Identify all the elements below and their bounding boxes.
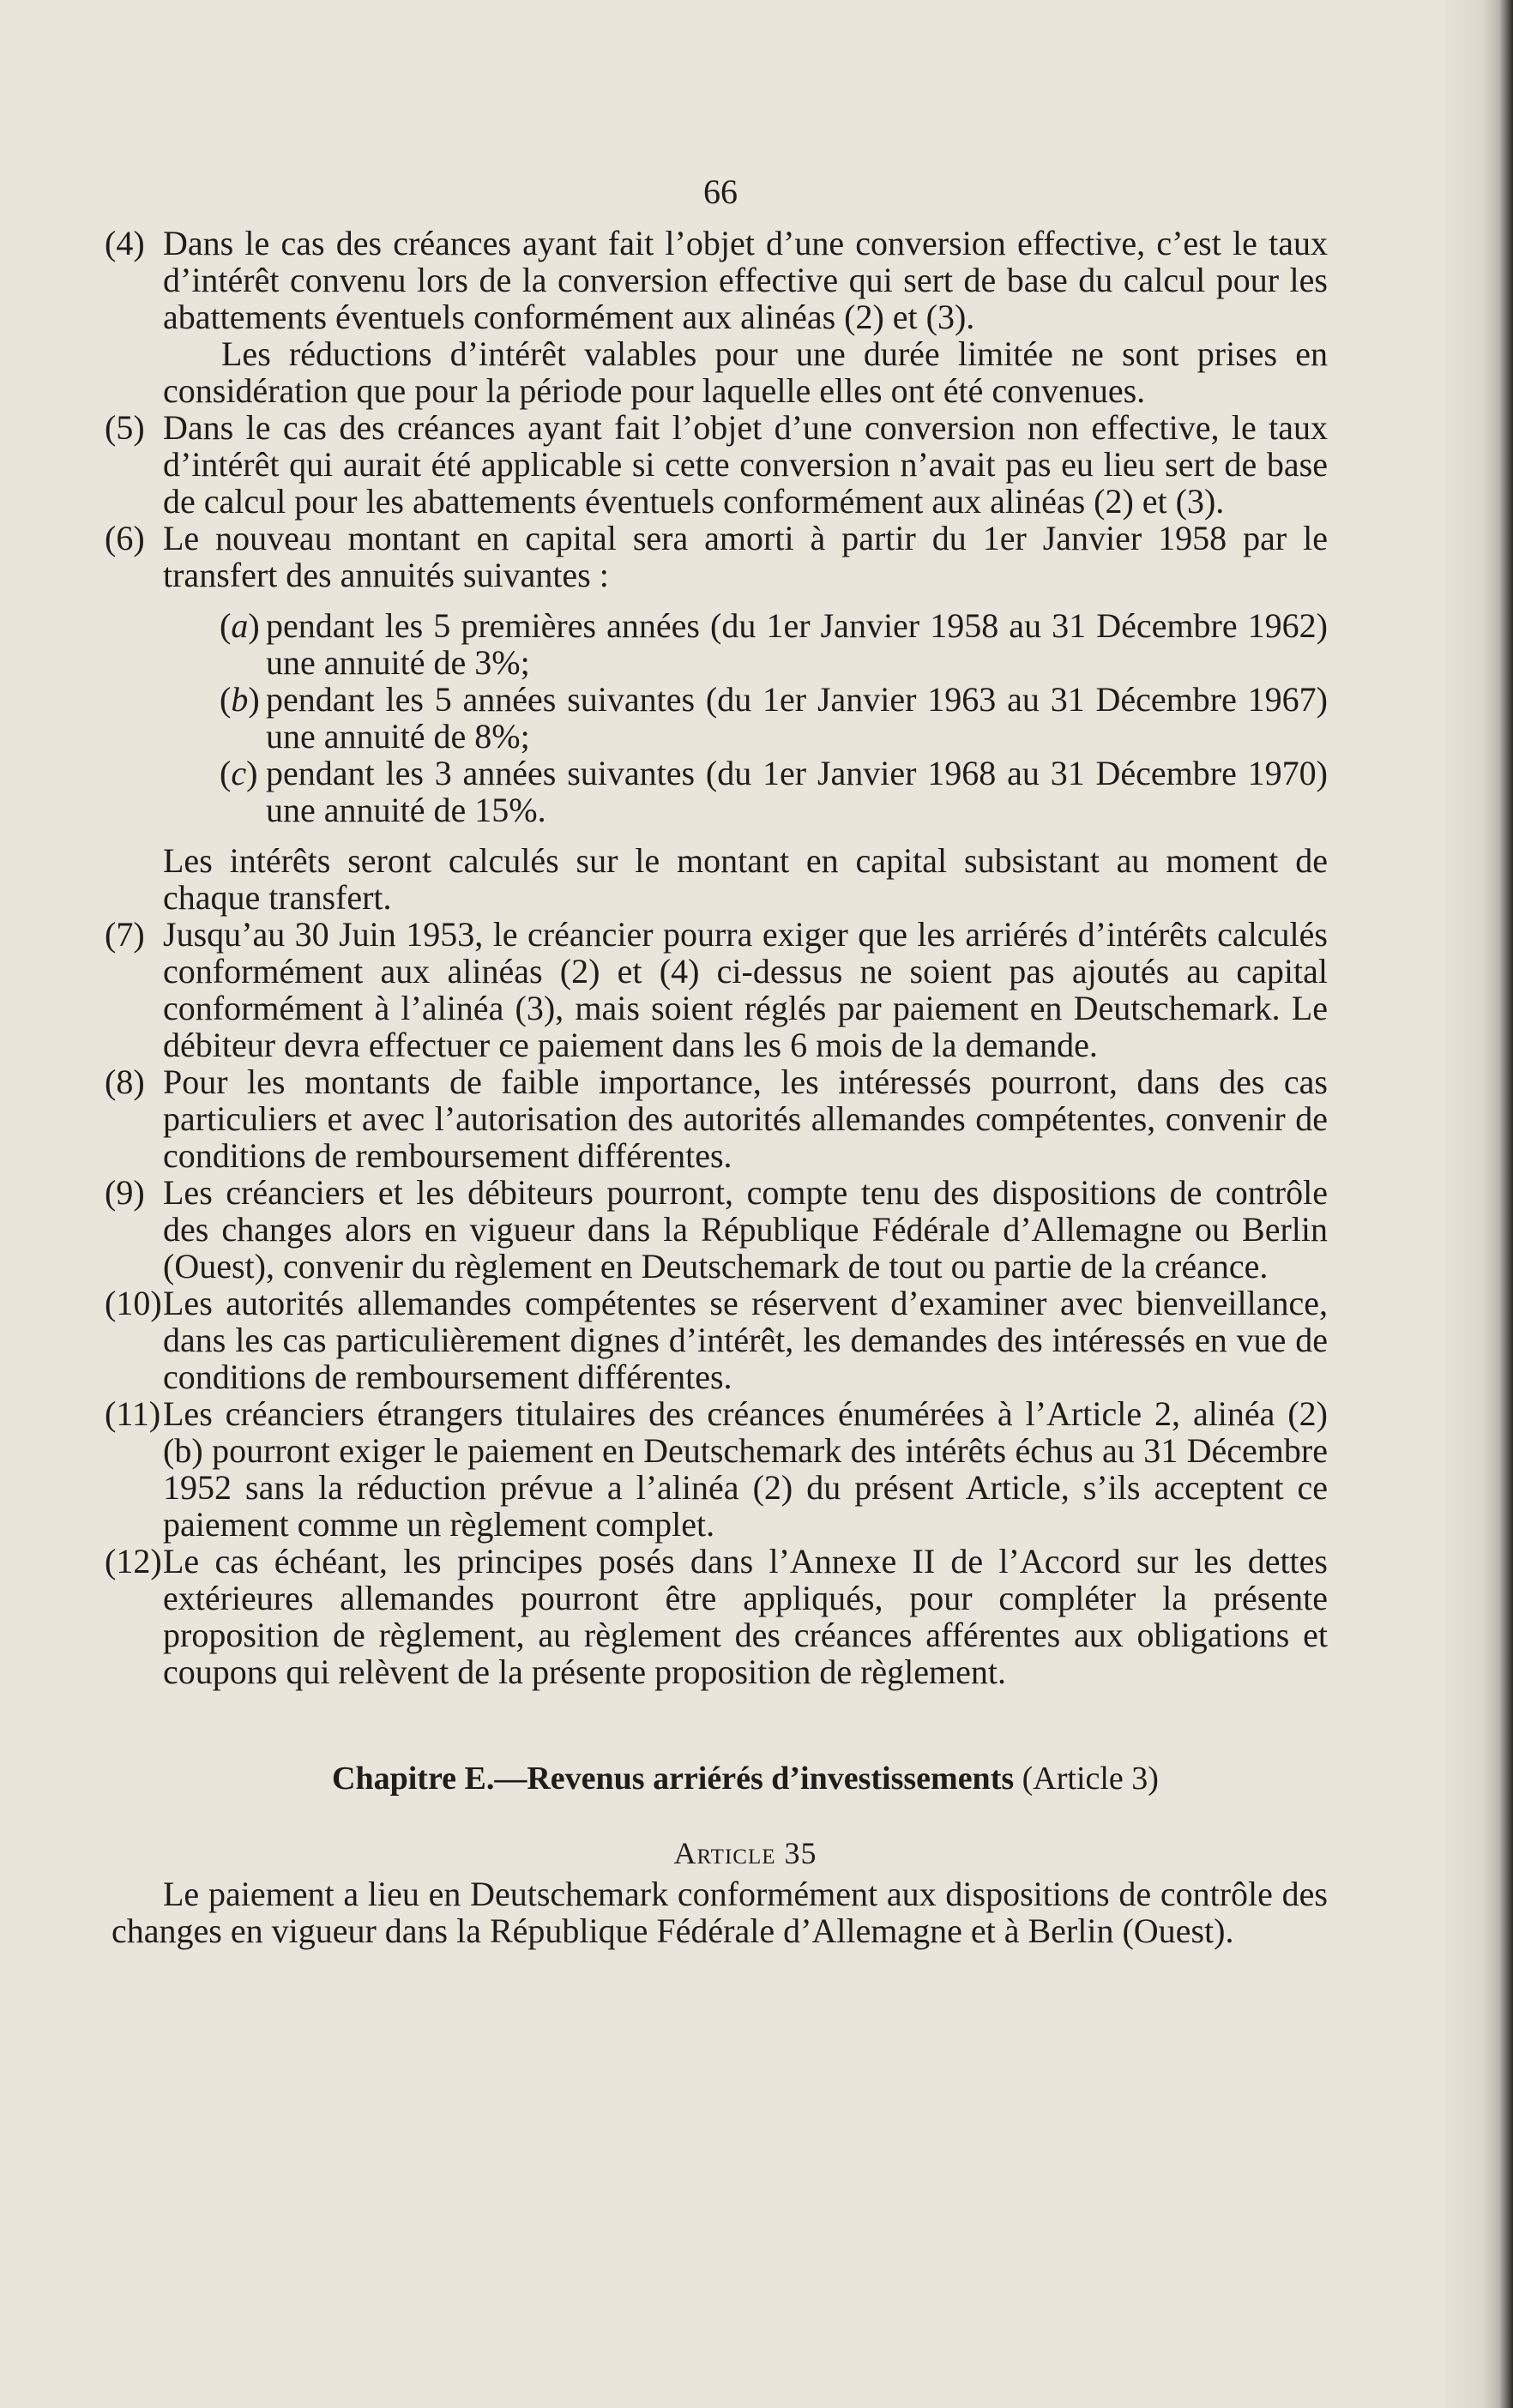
paragraph-text: Le nouveau montant en capital sera amorti à partir du 1er Janvier 1958 par le transfert des annuités suivantes : [163,519,1328,594]
list-item-text: pendant les 5 années suivantes (du 1er Janvier 1963 au 31 Décembre 1967) une annuité de 8%; [266,680,1328,756]
paragraph-10 [105,1284,1328,1396]
chapter-heading [163,1761,1328,1797]
chapter-heading-bold: Chapitre E.—Revenus arriérés d’investissements [332,1761,1015,1797]
paragraph-text: Le cas échéant, les principes posés dans l’Annexe II de l’Accord sur les dettes extérieures allemandes pourront être appliqués, pour compléter la présente proposition de règlement, au règlement des créances afférentes aux obligations et coupons qui relèvent de la présente proposition de règlement. [163,1542,1328,1691]
paragraph-7 [105,915,1328,1064]
list-item [163,607,1328,681]
list-item-label: (b) [220,680,260,719]
article-heading: Article 35 [673,1836,817,1870]
paragraph-text: Pour les montants de faible importance, les intéressés pourront, dans des cas particuliers et avec l’autorisation des autorités allemandes compétentes, convenir de conditions de remboursement différentes. [163,1063,1328,1175]
page-edge-shadow [1444,0,1513,2408]
paragraph-number: (6) [105,519,145,557]
paragraph-text: Les créanciers étrangers titulaires des créances énumérées à l’Article 2, alinéa (2) (b) pourront exiger le paiement en Deutschemark des intérêts échus au 31 Décembre 1952 sans la réduction prévue a l’alinéa (2) du présent Article, s’ils acceptent ce paiement comme un règlement complet. [163,1394,1328,1544]
paragraph-number: (5) [105,408,145,447]
paragraph-6-continuation: Les intérêts seront calculés sur le montant en capital subsistant au moment de chaque transfert. [163,841,1328,917]
paragraph-4-continuation: Les réductions d’intérêt valables pour une durée limitée ne sont prises en considération que pour la période pour laquelle elles ont été convenues. [163,334,1328,410]
paragraph-number: (10) [105,1284,162,1322]
paragraph-text: Dans le cas des créances ayant fait l’objet d’une conversion non effective, le taux d’intérêt qui aurait été applicable si cette conversion n’avait pas eu lieu sert de base de calcul pour les abattements éventuels conformément aux alinéas (2) et (3). [163,408,1328,521]
list-item [163,755,1328,828]
article-text: Le paiement a lieu en Deutschemark conformément aux dispositions de contrôle des changes en vigueur dans la République Fédérale d’Allemagne et à Berlin (Ouest). [112,1875,1328,1950]
paragraph-number: (12) [105,1542,162,1580]
annuity-list [163,607,1328,828]
paragraph-number: (4) [105,224,145,262]
paragraph-6 [105,519,1328,594]
paragraph-12 [105,1542,1328,1691]
paragraph-text: Dans le cas des créances ayant fait l’objet d’une conversion effective, c’est le taux d’intérêt convenu lors de la conversion effective qui sert de base du calcul pour les abattements éventuels conformément aux alinéas (2) et (3). [163,224,1328,336]
paragraph-text: Les créanciers et les débiteurs pourront, compte tenu des dispositions de contrôle des changes alors en vigueur dans la République Fédérale d’Allemagne ou Berlin (Ouest), convenir du règlement en Deutschemark de tout ou partie de la créance. [163,1173,1328,1285]
paragraph-4 [105,224,1328,336]
list-item-text: pendant les 3 années suivantes (du 1er Janvier 1968 au 31 Décembre 1970) une annuité de 15%. [266,754,1328,829]
paragraph-8 [105,1063,1328,1175]
paragraph-number: (7) [105,915,145,954]
list-item-label: (c) [220,754,258,792]
document-body [105,224,1328,1950]
list-item [163,681,1328,755]
chapter-heading-reference: (Article 3) [1022,1761,1159,1797]
list-item-text: pendant les 5 premières années (du 1er Janvier 1958 au 31 Décembre 1962) une annuité de 3%; [266,606,1328,682]
paragraph-number: (9) [105,1173,145,1212]
page-number: 66 [703,172,738,211]
paragraph-5 [105,408,1328,521]
list-item-label: (a) [220,606,260,645]
paragraph-9 [105,1173,1328,1285]
paragraph-number: (8) [105,1063,145,1101]
paragraph-text: Jusqu’au 30 Juin 1953, le créancier pourra exiger que les arriérés d’intérêts calculés conformément aux alinéas (2) et (4) ci-dessus ne soient pas ajoutés au capital conformément à l’alinéa (3), mais soient réglés par paiement en Deutschemark. Le débiteur devra effectuer ce paiement dans les 6 mois de la demande. [163,915,1328,1064]
paragraph-11 [105,1394,1328,1544]
paragraph-number: (11) [105,1394,161,1433]
paragraph-text: Les autorités allemandes compétentes se réservent d’examiner avec bienveillance, dans les cas particulièrement dignes d’intérêt, les demandes des intéressés en vue de conditions de remboursement différentes. [163,1284,1328,1396]
